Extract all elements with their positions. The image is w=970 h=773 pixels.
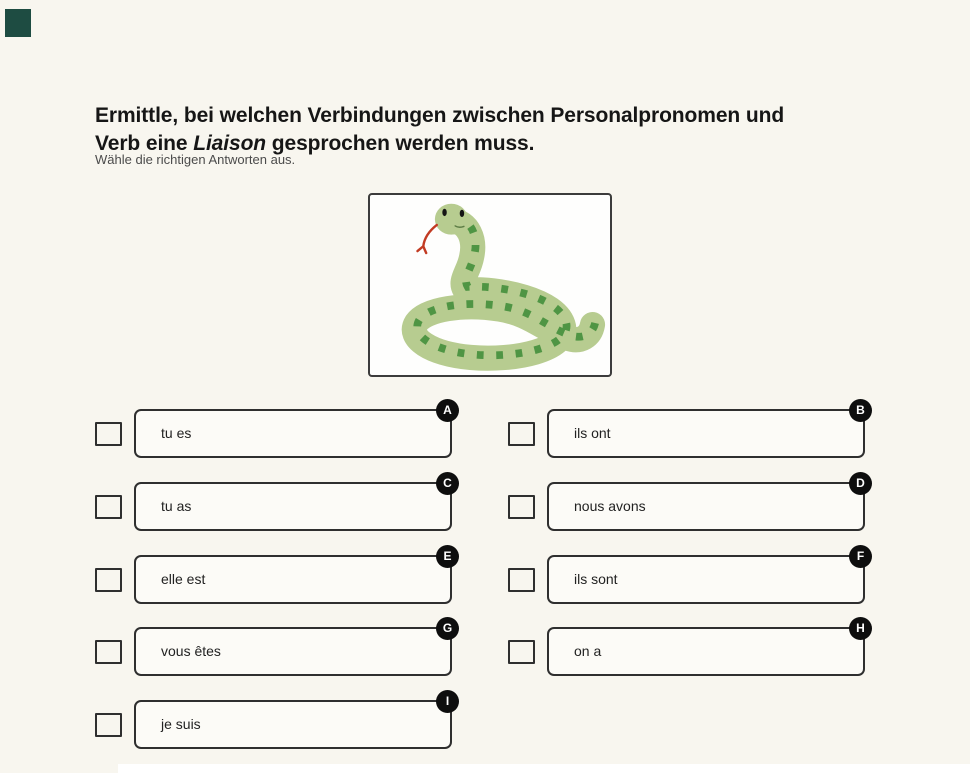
answer-checkbox-c[interactable] xyxy=(95,495,122,519)
question-title-line2-pre: Verb eine xyxy=(95,132,194,156)
answer-letter-badge: B xyxy=(849,399,872,422)
answer-box-c[interactable] xyxy=(134,476,452,531)
snake-eye-right xyxy=(460,210,464,217)
answer-option-d xyxy=(508,471,876,534)
answer-option-e xyxy=(95,544,463,607)
answer-option-f xyxy=(508,544,876,607)
answer-box-i[interactable] xyxy=(134,694,452,749)
answer-box-b[interactable] xyxy=(547,403,865,458)
answer-checkbox-b[interactable] xyxy=(508,422,535,446)
answer-checkbox-e[interactable] xyxy=(95,568,122,592)
answer-checkbox-a[interactable] xyxy=(95,422,122,446)
question-image-frame xyxy=(368,193,612,377)
answer-option-b xyxy=(508,398,876,461)
answer-option-g xyxy=(95,616,463,679)
answer-label: tu as xyxy=(161,498,192,514)
answer-checkbox-i[interactable] xyxy=(95,713,122,737)
answer-label: je suis xyxy=(161,716,201,732)
answer-checkbox-f[interactable] xyxy=(508,568,535,592)
answer-letter-badge: E xyxy=(436,545,459,568)
question-title-liaison: Liaison xyxy=(193,132,267,156)
answer-label: on a xyxy=(574,643,602,659)
snake-head xyxy=(435,204,468,235)
answer-letter-badge: G xyxy=(436,617,459,640)
answer-box-f[interactable] xyxy=(547,549,865,604)
snake-image xyxy=(372,195,608,371)
answer-letter-badge: H xyxy=(849,617,872,640)
snake-eye-left xyxy=(442,209,446,216)
answer-label: ils ont xyxy=(574,425,611,441)
answer-option-a xyxy=(95,398,463,461)
question-title xyxy=(95,102,885,158)
answer-box-e[interactable] xyxy=(134,549,452,604)
answer-checkbox-h[interactable] xyxy=(508,640,535,664)
answer-checkbox-d[interactable] xyxy=(508,495,535,519)
answer-letter-badge: I xyxy=(436,690,459,713)
answer-option-c xyxy=(95,471,463,534)
answer-option-h xyxy=(508,616,876,679)
answer-label: nous avons xyxy=(574,498,646,514)
answer-letter-badge: A xyxy=(436,399,459,422)
answer-letter-badge: F xyxy=(849,545,872,568)
answer-label: tu es xyxy=(161,425,192,441)
bottom-panel-edge xyxy=(118,764,970,773)
answer-letter-badge: C xyxy=(436,472,459,495)
answer-letter-badge: D xyxy=(849,472,872,495)
answer-box-h[interactable] xyxy=(547,621,865,676)
instruction-text: Wähle die richtigen Antworten aus. xyxy=(95,152,296,167)
question-title-line2-post: gesprochen werden muss. xyxy=(266,132,535,156)
question-title-line1: Ermittle, bei welchen Verbindungen zwischen Personalpronomen und xyxy=(95,104,785,128)
answer-box-d[interactable] xyxy=(547,476,865,531)
answer-label: ils sont xyxy=(574,571,618,587)
corner-decoration xyxy=(5,9,31,37)
answer-box-a[interactable] xyxy=(134,403,452,458)
answer-checkbox-g[interactable] xyxy=(95,640,122,664)
snake-tongue xyxy=(417,225,436,253)
answer-label: vous êtes xyxy=(161,643,221,659)
answer-box-g[interactable] xyxy=(134,621,453,676)
answer-option-i xyxy=(95,689,463,752)
answer-label: elle est xyxy=(161,571,206,587)
